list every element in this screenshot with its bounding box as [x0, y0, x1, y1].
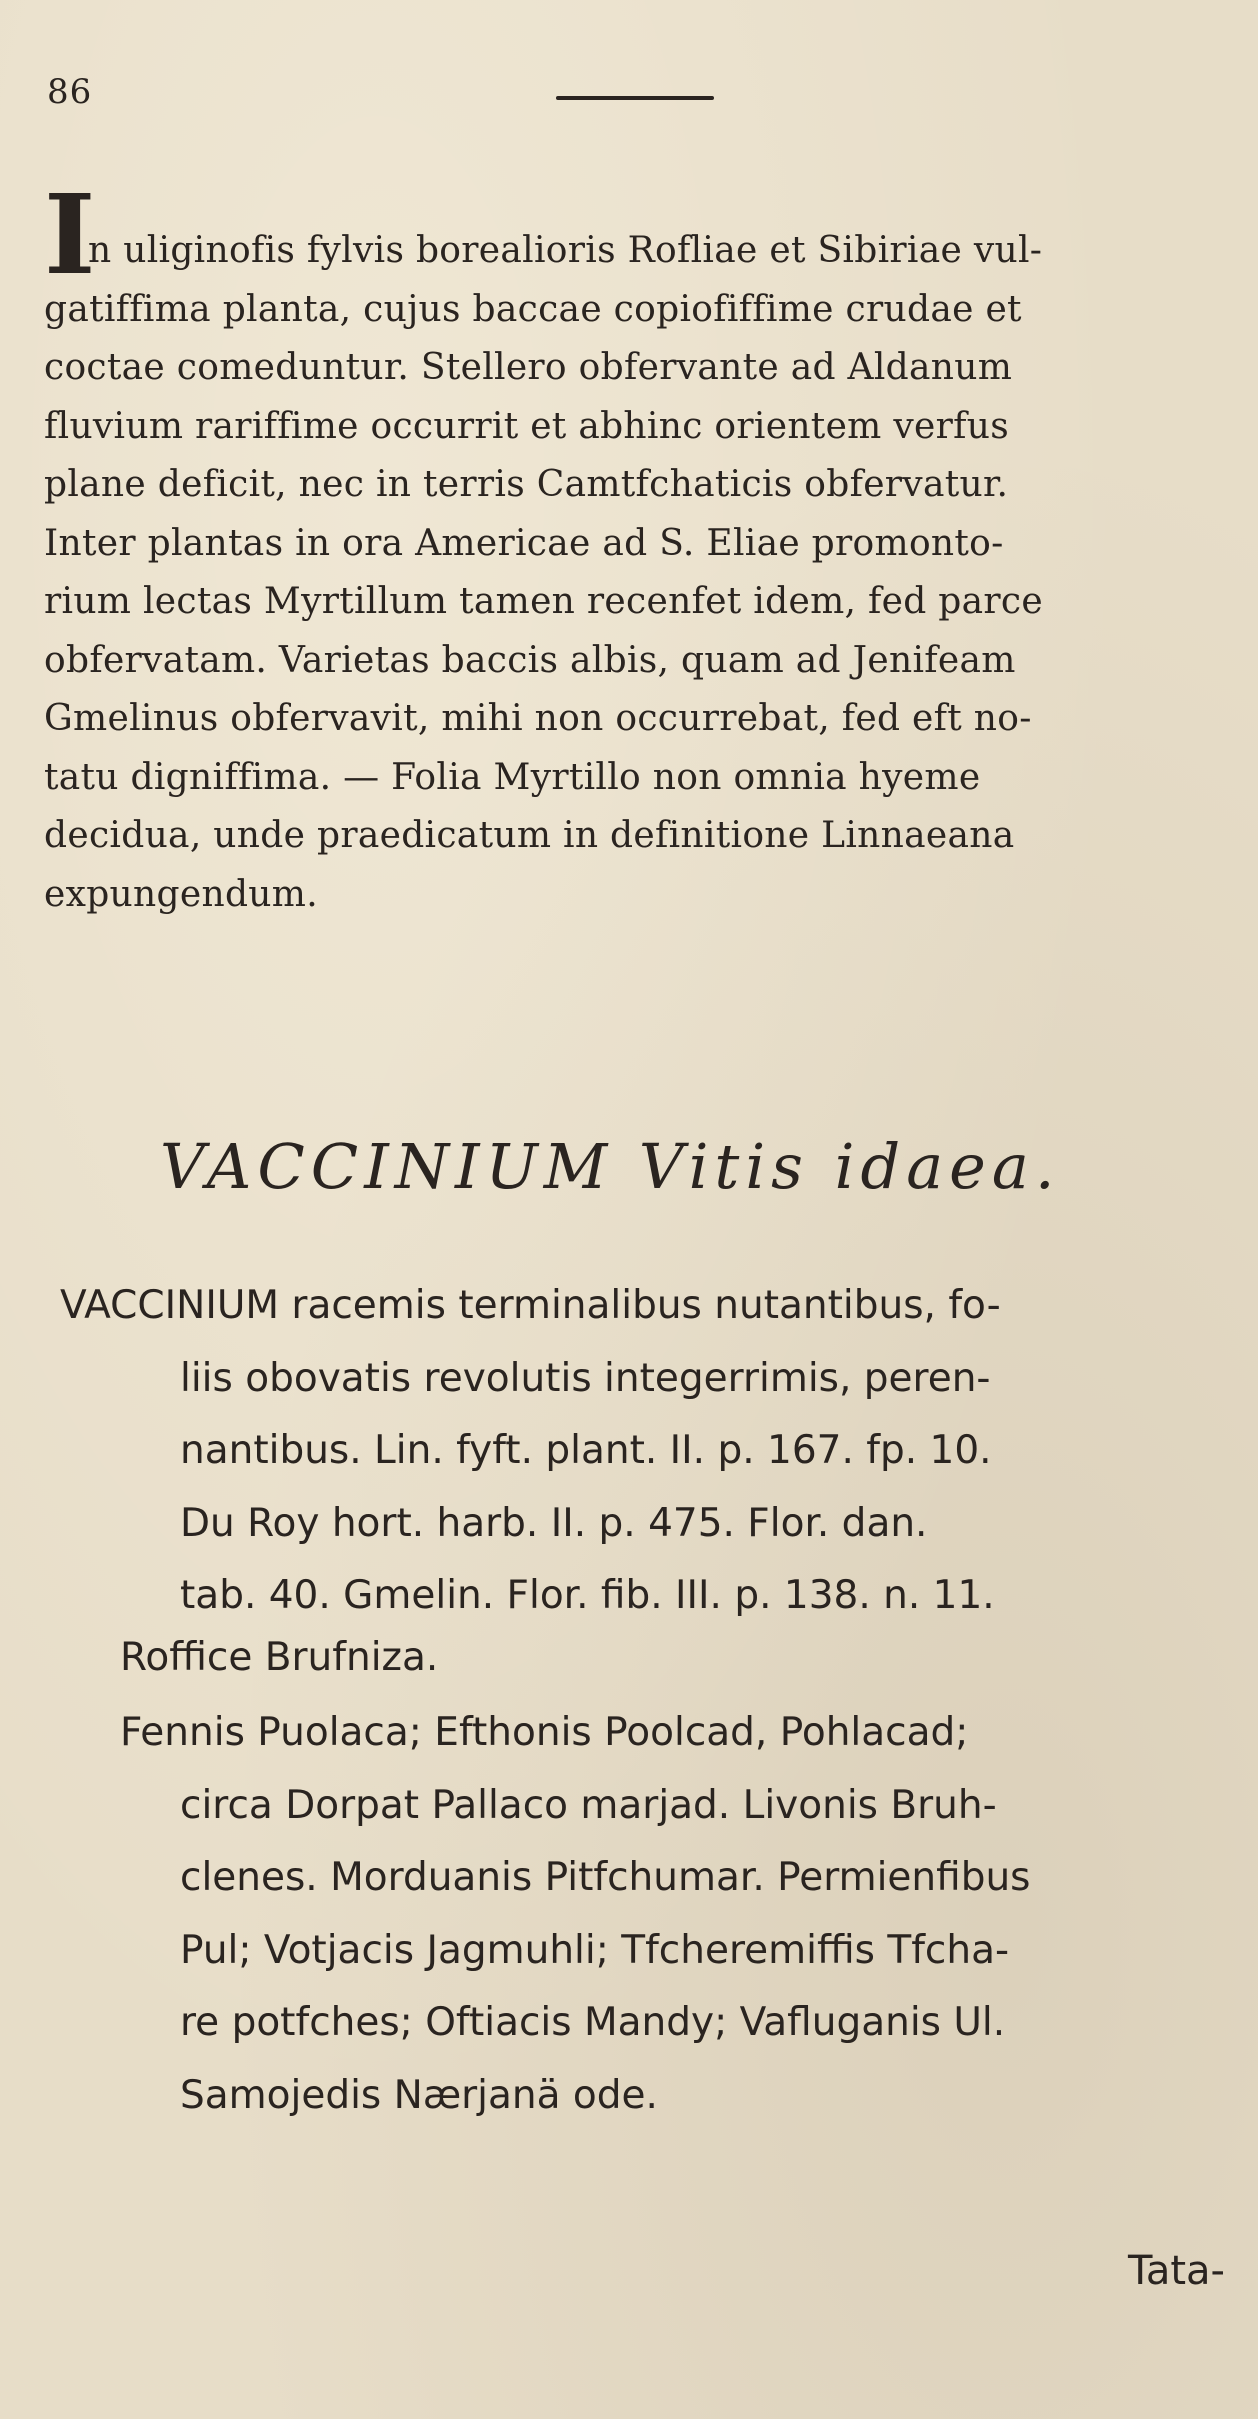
text-line: Fennis Puolaca; Efthonis Poolcad, Pohlacad; — [120, 1710, 969, 1755]
text-line: n uliginofis fylvis borealioris Rofliae et Sibiriae vul- — [88, 230, 1043, 271]
text-line: plane deficit, nec in terris Camtfchaticis obfervatur. — [44, 464, 1009, 505]
text-line: clenes. Morduanis Pitfchumar. Permienfibus — [180, 1855, 1031, 1900]
header-rule — [556, 96, 714, 100]
text-line: circa Dorpat Pallaco marjad. Livonis Bruh- — [180, 1782, 997, 1828]
text-line: coctae comeduntur. Stellero obfervante ad Aldanum — [44, 347, 1013, 388]
drop-cap: I — [44, 170, 96, 299]
text-line: re potfches; Oftiacis Mandy; Vafluganis Ul. — [180, 2000, 1006, 2045]
intro-paragraph — [44, 222, 1224, 924]
text-line: Pul; Votjacis Jagmuhli; Tfcheremiffis Tfcha- — [180, 1927, 1010, 1973]
text-line: Inter plantas in ora Americae ad S. Eliae promonto- — [44, 522, 1004, 564]
text-line: liis obovatis revolutis integerrimis, peren- — [180, 1355, 991, 1401]
page-number: 86 — [47, 72, 93, 112]
text-line: Roffice Brufniza. — [120, 1635, 439, 1680]
text-line: obfervatam. Varietas baccis albis, quam ad Jenifeam — [44, 639, 1016, 681]
text-line: tatu digniffima. — Folia Myrtillo non omnia hyeme — [44, 756, 981, 798]
text-line: gatiffima planta, cujus baccae copiofiffime crudae et — [44, 288, 1022, 330]
text-line: Samojedis Nærjanä ode. — [180, 2072, 658, 2118]
text-line: rium lectas Myrtillum tamen recenfet idem, fed parce — [44, 581, 1043, 622]
text-line: nantibus. Lin. fyft. plant. II. p. 167. fp. 10. — [180, 1428, 992, 1473]
text-line: Du Roy hort. harb. II. p. 475. Flor. dan. — [180, 1500, 928, 1546]
text-line: expungendum. — [44, 873, 318, 915]
species-description — [60, 1270, 1240, 1633]
text-line: VACCINIUM racemis terminalibus nutantibus, fo- — [60, 1283, 1001, 1328]
text-line: decidua, unde praedicatum in definitione Linnaeana — [44, 815, 1015, 856]
text-line: Gmelinus obfervavit, mihi non occurrebat, fed eft no- — [44, 698, 1032, 739]
species-heading: VACCINIUM Vitis idaea. — [160, 1130, 1061, 1203]
text-line: fluvium rariffime occurrit et abhinc orientem verfus — [44, 405, 1009, 447]
russian-name — [120, 1622, 1240, 1695]
text-line: tab. 40. Gmelin. Flor. fib. III. p. 138. n. 11. — [180, 1573, 995, 1618]
catchword: Tata- — [1128, 2248, 1225, 2294]
vernacular-names — [120, 1697, 1240, 2132]
